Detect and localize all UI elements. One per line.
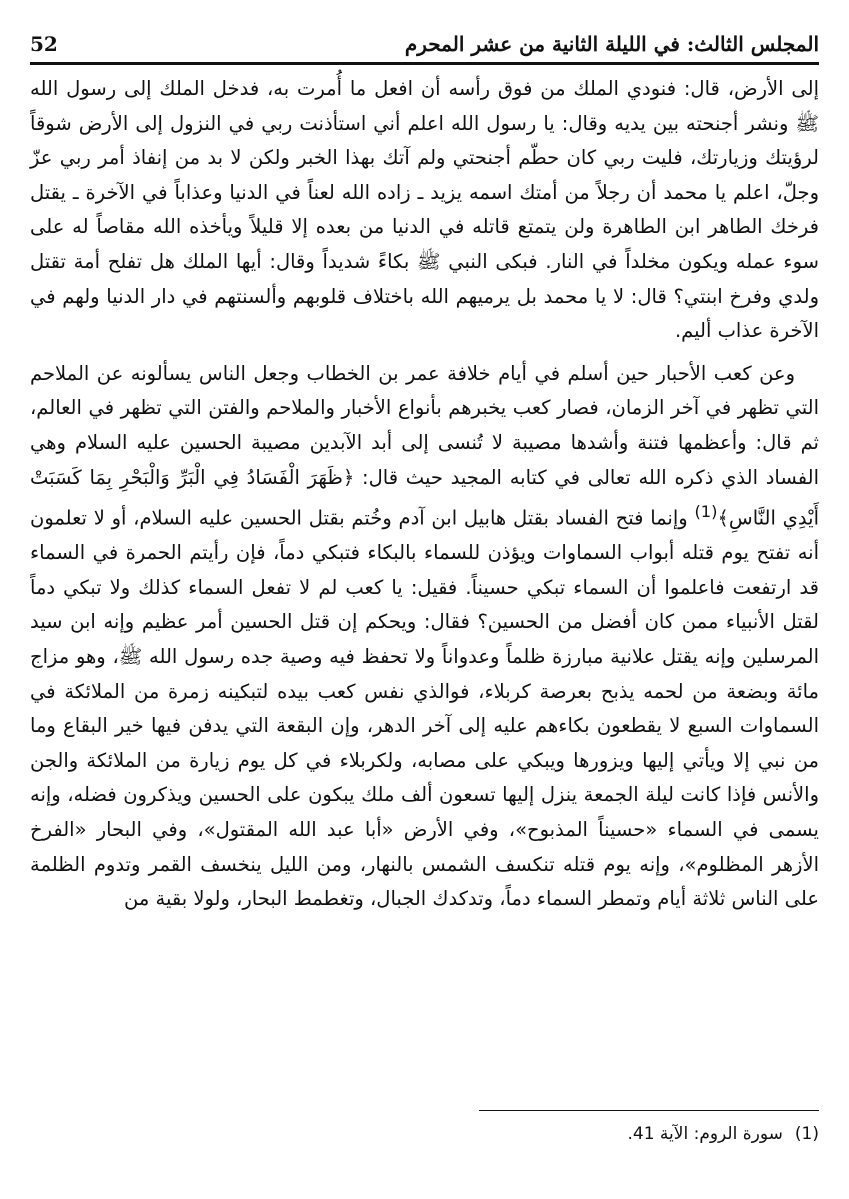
paragraph-2: [30, 357, 819, 917]
paragraph-2-part-1: وعن كعب الأحبار حين أسلم في أيام خلافة عمر بن الخطاب وجعل الناس يسألونه عن الملاحم التي تظهر في آخر الزمان، فصار كعب يخبرهم بأنواع الأخبار والملاحم والفتن التي تظهر في العالم، ثم قال: وأعظمها فتنة وأشدها مصيبة لا تُنسى إلى أبد الآبدين مصيبة الحسين عليه السلام وهي الفساد الذي ذكره الله تعالى في كتابه المجيد حيث قال:: [30, 361, 819, 489]
footnote-text: سورة الروم: الآية 41.: [627, 1124, 783, 1144]
paragraph-2-part-2: وإنما فتح الفساد بقتل هابيل ابن آدم وخُتم بقتل الحسين عليه السلام، أو لا تعلمون أنه تفتح يوم قتله أبواب السماوات ويؤذن للسماء بالبكاء فتبكي دماً، فإن رأيتم الحمرة في السماء قد ارتفعت فاعلموا أن السماء تبكي حسيناً. فقيل: يا كعب لم لا تفعل السماء كذلك ولا تبكي دماً لقتل الأنبياء ممن كان أفضل من الحسين؟ فقال: ويحكم إن قتل الحسين أمر عظيم وإنه ابن سيد المرسلين وإنه يقتل علانية مبارزة ظلماً وعدواناً ولا تحفظ فيه وصية جده رسول الله ﷺ، وهو مزاج مائة وبضعة من لحمه يذبح بعرصة كربلاء، فوالذي نفس كعب بيده لتبكينه زمرة من الملائكة في السماوات السبع لا يقطعون بكاءهم عليه إلى آخر الدهر، وإن البقعة التي يدفن فيها خير البقاع وما من نبي إلا ويأتي إليها ويزورها ويبكي على مصابه، ولكربلاء في كل يوم زيارة من الملائكة والجن والأنس فإذا كانت ليلة الجمعة ينزل إليها تسعون ألف ملك يبكون على الحسين ويذكرون فضله، وإنه يسمى في السماء «حسيناً المذبوح»، وفي الأرض «أبا عبد الله المقتول»، وفي البحار «الفرخ الأزهر المظلوم»، وإنه يوم قتله تنكسف الشمس بالنهار، ومن الليل ينخسف القمر وتدوم الظلمة على الناس ثلاثة أيام وتمطر السماء دماً، وتدكدك الجبال، وتغطمط البحار، ولولا بقية من: [30, 506, 819, 911]
footnote-number: (1): [794, 1124, 819, 1144]
page-number: 52: [30, 32, 58, 56]
footnote-marker: (1): [694, 502, 718, 522]
quran-verse: ﴿ظَهَرَ الْفَسَادُ فِي الْبَرِّ وَالْبَحْرِ بِمَا كَسَبَتْ أَيْدِي النَّاسِ﴾: [30, 465, 819, 530]
running-title: المجلس الثالث: في الليلة الثانية من عشر المحرم: [404, 32, 819, 56]
body-text: [30, 72, 819, 917]
paragraph-1: إلى الأرض، قال: فنودي الملك من فوق رأسه أن افعل ما أُمرت به، فدخل الملك إلى رسول الله ﷺ ونشر أجنحته بين يديه وقال: يا رسول الله اعلم أني استأذنت ربي في النزول إلى الأرض شوقاً لرؤيتك وزيارتك، فليت ربي كان حطّم أجنحتي ولم آتك بهذا الخبر ولكن لا بد من إنفاذ أمر ربي عزّ وجلّ، اعلم يا محمد أن رجلاً من أمتك اسمه يزيد ـ زاده الله لعناً في الدنيا وعذاباً في الآخرة ـ يقتل فرخك الطاهر ابن الطاهرة ولن يتمتع قاتله في الدنيا من بعده إلا قليلاً ويأخذه الله مقاصاً له على سوء عمله ويكون مخلداً في النار. فبكى النبي ﷺ بكاءً شديداً وقال: أيها الملك هل تفلح أمة تقتل ولدي وفرخ ابنتي؟ قال: لا يا محمد بل يرميهم الله باختلاف قلوبهم وألسنتهم في دار الدنيا ولهم في الآخرة عذاب أليم.: [30, 77, 819, 343]
footnote: [627, 1124, 819, 1144]
footnote-rule: [479, 1110, 819, 1111]
page-header: [30, 30, 819, 66]
header-rule: [30, 62, 819, 65]
